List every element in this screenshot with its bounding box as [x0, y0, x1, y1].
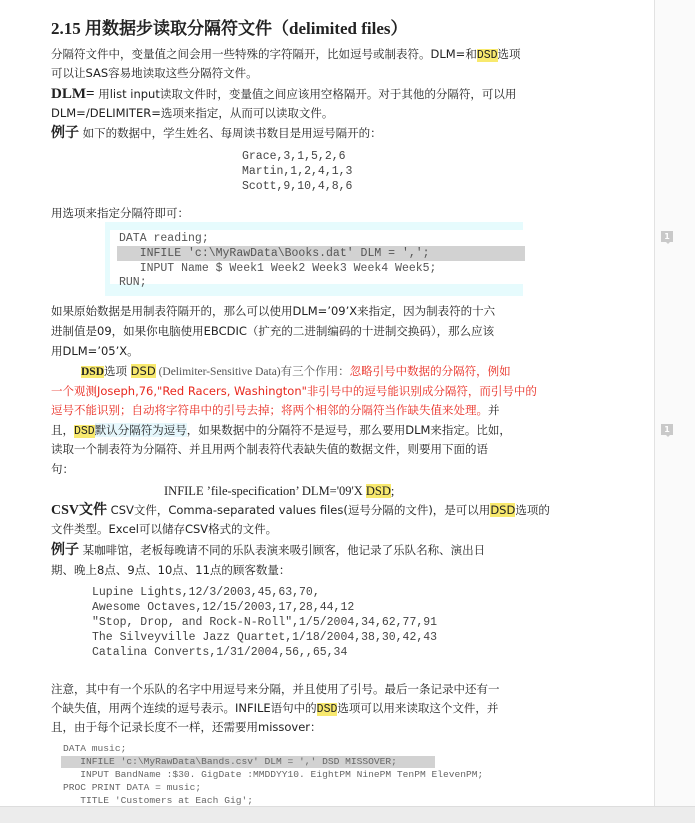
code-line: INPUT Name $ Week1 Week2 Week3 Week4 Week5;	[119, 262, 437, 275]
intro-line-1	[51, 45, 521, 65]
option-note: 用选项来指定分隔符即可：	[51, 206, 189, 220]
text: 个缺失值，用两个连续的逗号表示。INFILE语句中的	[51, 701, 317, 715]
section-number: 2.15	[51, 19, 85, 38]
example2-data-line: Awesome Octaves,12/15/2003,17,28,44,12	[92, 601, 355, 614]
infile-statement	[164, 482, 394, 501]
code-line: INPUT BandName :$30. GigDate :MMDDYY10. EightPM NinePM TenPM ElevenPM;	[63, 769, 484, 780]
comment-icon[interactable]: 1	[661, 424, 673, 435]
text: 如下的数据中，学生姓名、每周读书数目是用逗号隔开的：	[79, 126, 382, 140]
text: 且，	[51, 423, 74, 437]
text: 并	[488, 403, 500, 417]
note-line-1: 注意，其中有一个乐队的名字中用逗号来分隔，并且使用了引号。最后一条记录中还有一	[51, 682, 500, 696]
text: CSV文件，Comma-separated values files(逗号分隔的文件)，是可以用	[107, 503, 491, 517]
code-line: DATA reading;	[119, 232, 209, 245]
tab-para-line-2: 进制值是09，如果你电脑使用EBCDIC（扩充的二进制编码的十进制交换码），那么应该	[51, 324, 495, 338]
example2-data-line: Lupine Lights,12/3/2003,45,63,70,	[92, 586, 320, 599]
comment-icon[interactable]: 1	[661, 231, 673, 242]
text: ，如果数据中的分隔符不是逗号，那么要用DLM来指定。比如，	[186, 423, 511, 437]
highlight-dsd: DSD	[316, 703, 338, 716]
example1-intro	[51, 124, 382, 143]
text: 默认分隔符为逗号	[94, 423, 187, 437]
note-line-3: 且，由于每个记录长度不一样，还需要用missover：	[51, 720, 322, 734]
text: 分隔符文件中，变量值之间会用一些特殊的字符隔开，比如逗号或制表符。DLM=和	[51, 47, 477, 61]
example-label: 例子	[51, 125, 79, 141]
code-line: RUN;	[119, 276, 147, 289]
example2-line-2: 期、晚上8点、9点、10点、11点的顾客数量：	[51, 563, 291, 577]
section-title	[51, 14, 408, 39]
example2-data-line: Catalina Converts,1/31/2004,56,,65,34	[92, 646, 348, 659]
text: 选项	[497, 47, 521, 61]
example1-data-line: Scott,9,10,4,8,6	[242, 180, 353, 193]
code-line-highlighted: INFILE 'c:\MyRawData\Bands.csv' DLM = ',' DSD MISSOVER;	[61, 756, 435, 768]
dlm-label: DLM=	[51, 86, 95, 102]
text: INFILE ’file-specification’ DLM='09'X	[164, 484, 366, 498]
red-text: 逗号不能识别；自动将字符串中的引号去掉；将两个相邻的分隔符当作缺失值来处理。	[51, 403, 488, 417]
dlm-line-1	[51, 85, 516, 104]
text: ;	[390, 484, 395, 498]
section-title-cn: 用数据步读取分隔符文件	[85, 19, 272, 39]
highlight-dsd: DSD	[130, 364, 156, 378]
highlight-dsd: DSD	[74, 425, 95, 438]
highlight-dsd: DSD	[81, 366, 105, 378]
dsd-para-line-2: 一个观测Joseph,76,"Red Racers, Washington"非引号中的逗号能识别成分隔符，而引号中的	[51, 384, 537, 398]
dsd-para-line-3	[51, 401, 500, 420]
code-line: PROC PRINT DATA = music;	[63, 782, 202, 793]
text: 选项可以用来读取这个文件，并	[337, 701, 499, 715]
highlight-dsd: DSD	[476, 49, 498, 62]
example1-data-line: Martin,1,2,4,1,3	[242, 165, 353, 178]
code-line: TITLE 'Customers at Each Gig';	[63, 795, 253, 806]
red-text: 忽略引号中数据的分隔符，例如	[349, 364, 511, 378]
code-line: DATA music;	[63, 743, 127, 754]
csv-label: CSV文件	[51, 503, 108, 518]
text: 选项的	[515, 503, 550, 517]
page-scroll-area[interactable]	[0, 806, 695, 823]
example1-data-line: Grace,3,1,5,2,6	[242, 150, 346, 163]
dsd-para-line-5: 读取一个制表符为分隔符、并且用两个制表符代表缺失值的数据文件，则要用下面的语	[51, 442, 488, 456]
dlm-line-2: DLM=/DELIMITER=选项来指定，从而可以读取文件。	[51, 106, 334, 120]
csv-line-1	[51, 501, 550, 520]
note-line-2	[51, 699, 498, 719]
text: (Delimiter-Sensitive Data)有三个作用：	[155, 366, 350, 378]
text: 选项	[104, 364, 131, 378]
example2-line-1	[51, 541, 485, 560]
text: 某咖啡馆，老板每晚请不同的乐队表演来吸引顾客，他记录了乐队名称、演出日	[79, 543, 486, 557]
dsd-para-line-4	[51, 421, 511, 441]
code-line-highlighted: INFILE 'c:\MyRawData\Books.dat' DLM = ',';	[117, 246, 525, 261]
example-label: 例子	[51, 542, 79, 558]
section-title-en: （delimited files）	[272, 19, 408, 38]
dsd-para-line-6: 句：	[51, 462, 74, 476]
text: 用list input读取文件时，变量值之间应该用空格隔开。对于其他的分隔符，可以用	[94, 87, 517, 101]
highlight-dsd: DSD	[365, 484, 391, 498]
example2-data-line: "Stop, Drop, and Rock-N-Roll",1/5/2004,34,62,77,91	[92, 616, 438, 629]
comment-gutter	[655, 0, 695, 806]
csv-line-2: 文件类型。Excel可以储存CSV格式的文件。	[51, 522, 278, 536]
dsd-para-line-1	[81, 362, 511, 382]
code-block-reading	[105, 222, 523, 296]
intro-line-2: 可以让SAS容易地读取这些分隔符文件。	[51, 66, 258, 80]
highlight-dsd: DSD	[490, 503, 516, 517]
example2-data-line: The Silveyville Jazz Quartet,1/18/2004,38,30,42,43	[92, 631, 438, 644]
tab-para-line-3: 用DLM=’05’X。	[51, 344, 139, 358]
tab-para-line-1: 如果原始数据是用制表符隔开的，那么可以使用DLM=’09’X来指定，因为制表符的十六	[51, 304, 496, 318]
